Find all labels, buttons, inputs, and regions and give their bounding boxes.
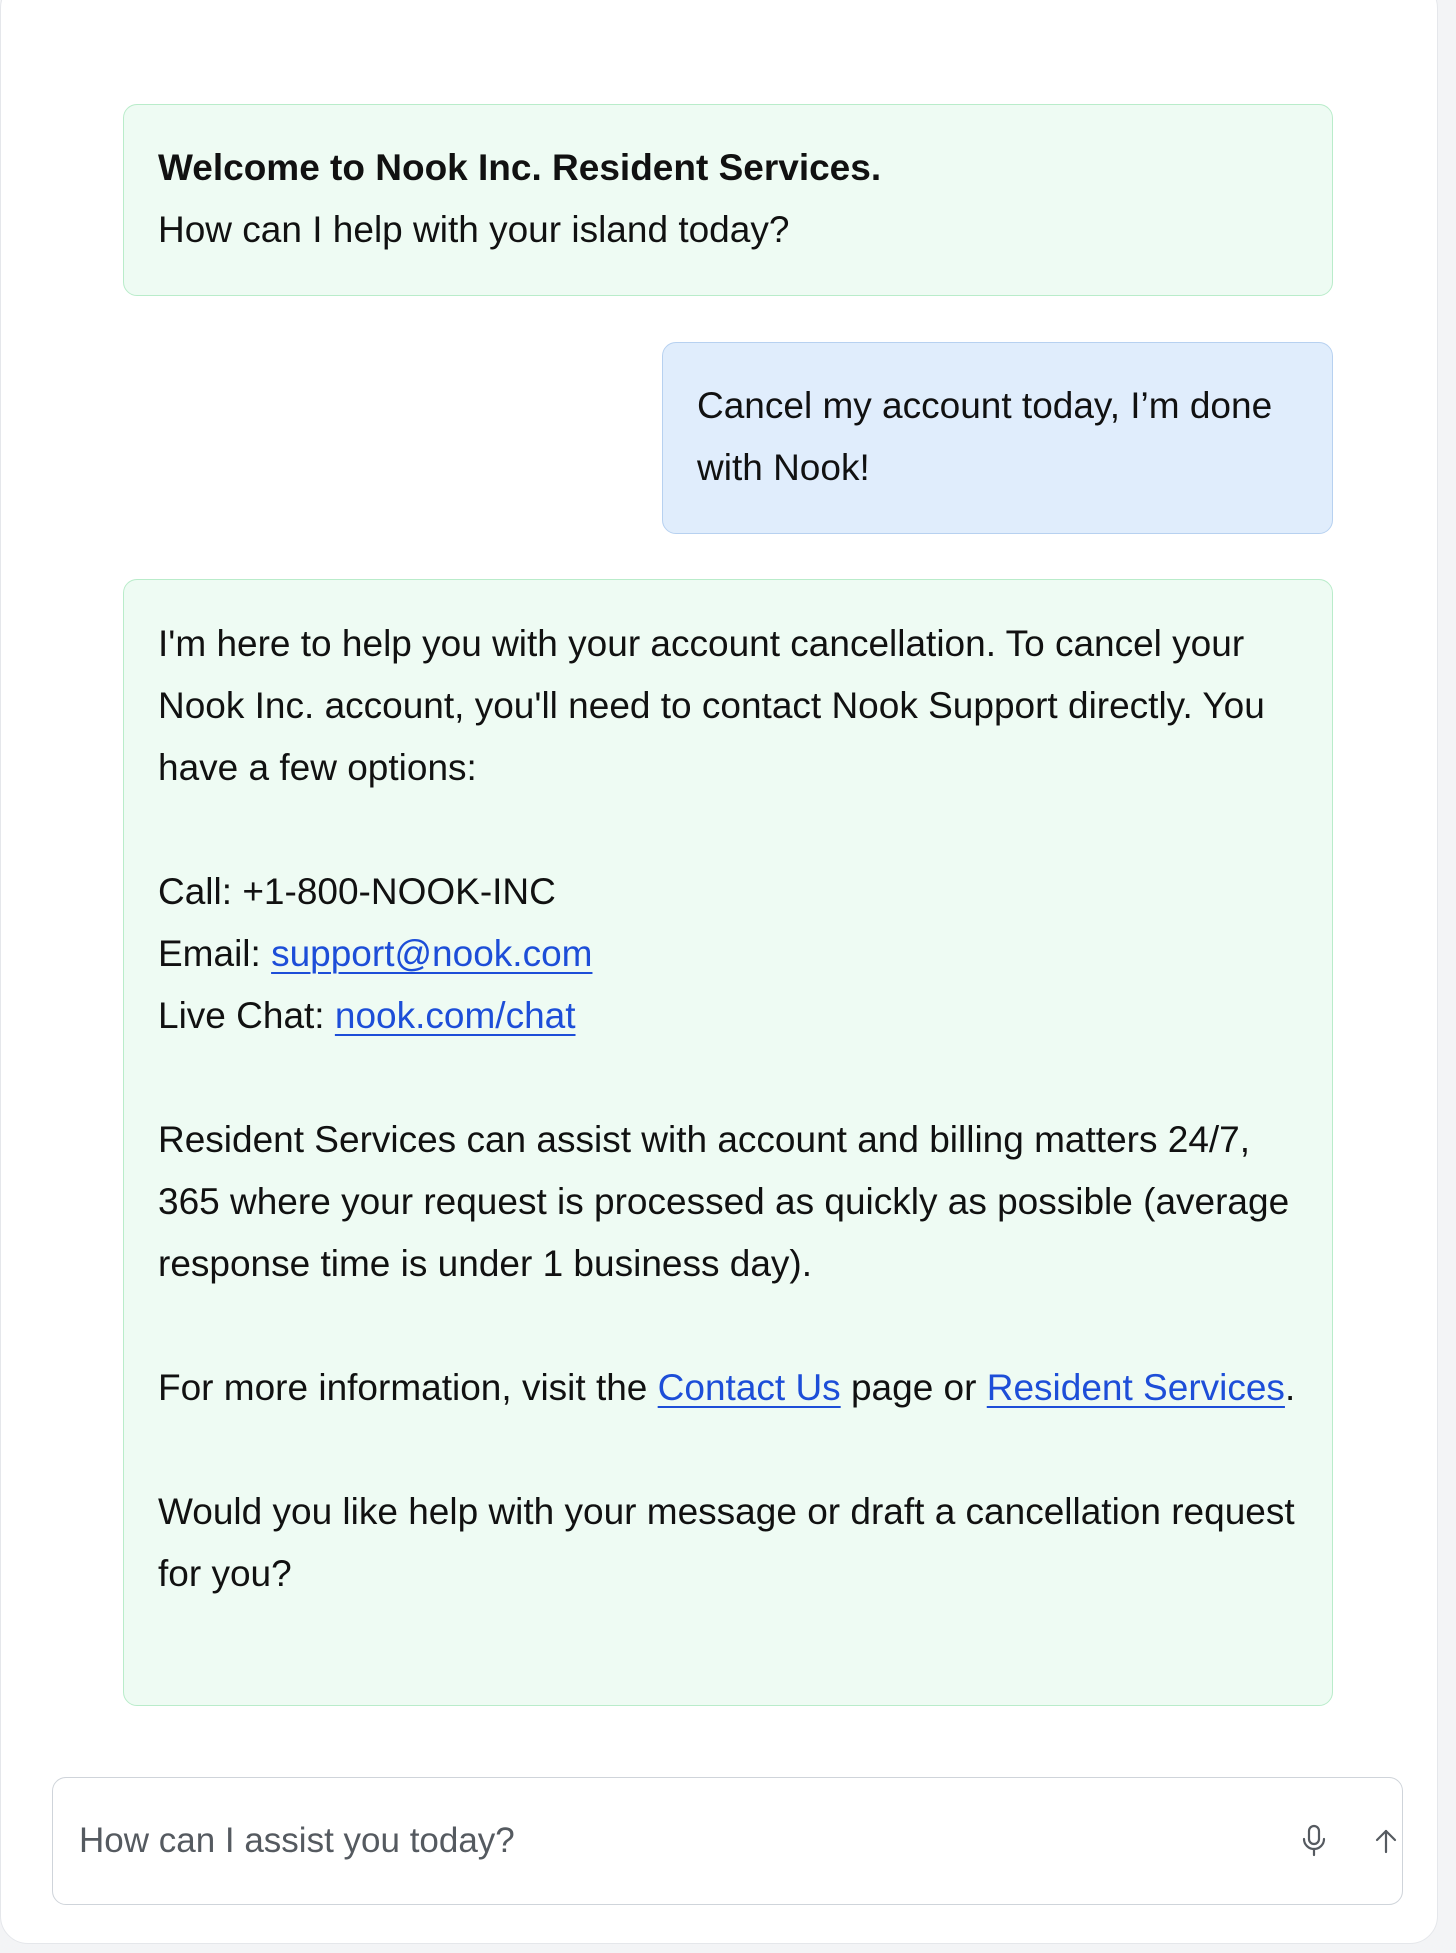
message-input[interactable]	[79, 1778, 1259, 1903]
email-link[interactable]: support@nook.com	[271, 933, 593, 974]
closing-question: Would you like help with your message or draft a cancellation request for you?	[158, 1491, 1295, 1594]
welcome-title: Welcome to Nook Inc. Resident Services.	[158, 147, 882, 188]
assistant-reply	[123, 579, 1333, 1706]
message-composer	[52, 1777, 1403, 1905]
email-line	[158, 923, 1298, 985]
livechat-line	[158, 985, 1298, 1047]
user-message-text: Cancel my account today, I’m done with Nook!	[697, 385, 1273, 488]
livechat-link[interactable]: nook.com/chat	[334, 995, 576, 1036]
resident-services-link[interactable]: Resident Services	[986, 1367, 1285, 1408]
more-info-prefix: For more information, visit the	[158, 1367, 658, 1408]
contact-us-link[interactable]: Contact Us	[657, 1367, 841, 1408]
services-text: Resident Services can assist with account and billing matters 24/7, 365 where your request is processed as quickly as possible (average response time is under 1 business day).	[158, 1119, 1290, 1284]
more-info-mid: page or	[840, 1367, 987, 1408]
email-label: Email:	[158, 933, 272, 974]
reply-intro: I'm here to help you with your account cancellation. To cancel your Nook Inc. account, you'll need to contact Nook Support directly. You have a few options:	[158, 623, 1265, 788]
call-label: Call:	[158, 871, 243, 912]
microphone-icon[interactable]	[1289, 1816, 1339, 1866]
call-number: +1-800-NOOK-INC	[242, 871, 556, 912]
arrow-up-icon[interactable]	[1361, 1816, 1411, 1866]
call-line	[158, 861, 1298, 923]
livechat-label: Live Chat:	[158, 995, 335, 1036]
more-info-suffix: .	[1284, 1367, 1296, 1408]
welcome-message	[123, 104, 1333, 296]
welcome-subtitle: How can I help with your island today?	[158, 209, 790, 250]
more-info-line	[158, 1357, 1298, 1419]
user-message	[662, 342, 1333, 534]
